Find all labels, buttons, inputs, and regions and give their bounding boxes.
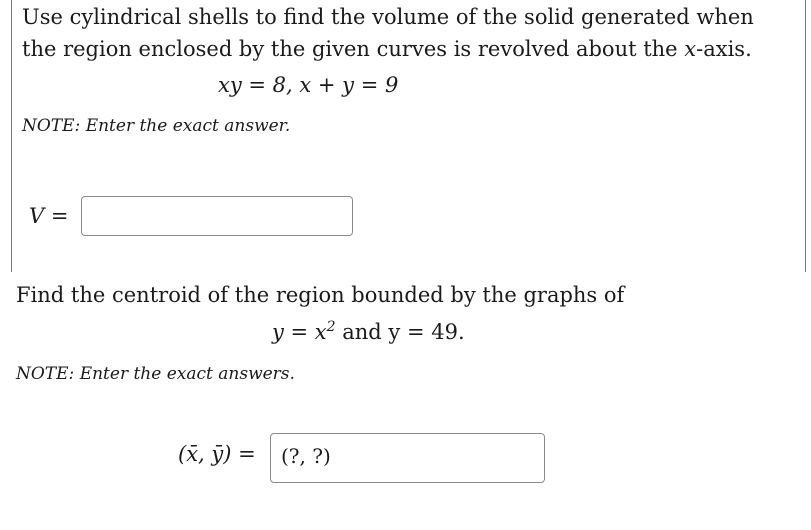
problem-1-statement-line-1: Use cylindrical shells to find the volume of the solid generated when xyxy=(22,5,754,29)
problem-1-statement-line-2: the region enclosed by the given curves is revolved about the x-axis. xyxy=(22,37,752,61)
problem-2-equation: $y = x^2$ and y = 49. xyxy=(272,319,465,344)
answer-label-centroid: (x̄, ȳ) = xyxy=(178,442,256,466)
volume-answer-input[interactable] xyxy=(81,196,353,236)
problem-2-statement: Find the centroid of the region bounded by the graphs of xyxy=(16,283,625,307)
answer-label-v: V = xyxy=(29,204,69,228)
centroid-answer-input[interactable]: (?, ?) xyxy=(270,433,545,483)
problem-1-equation: xy = 8, x + y = 9 xyxy=(218,73,399,97)
problem-1-note: NOTE: Enter the exact answer. xyxy=(22,116,291,136)
problem-2-note: NOTE: Enter the exact answers. xyxy=(16,364,295,384)
problem-2-panel xyxy=(0,272,811,530)
problem-1-panel xyxy=(11,0,806,272)
